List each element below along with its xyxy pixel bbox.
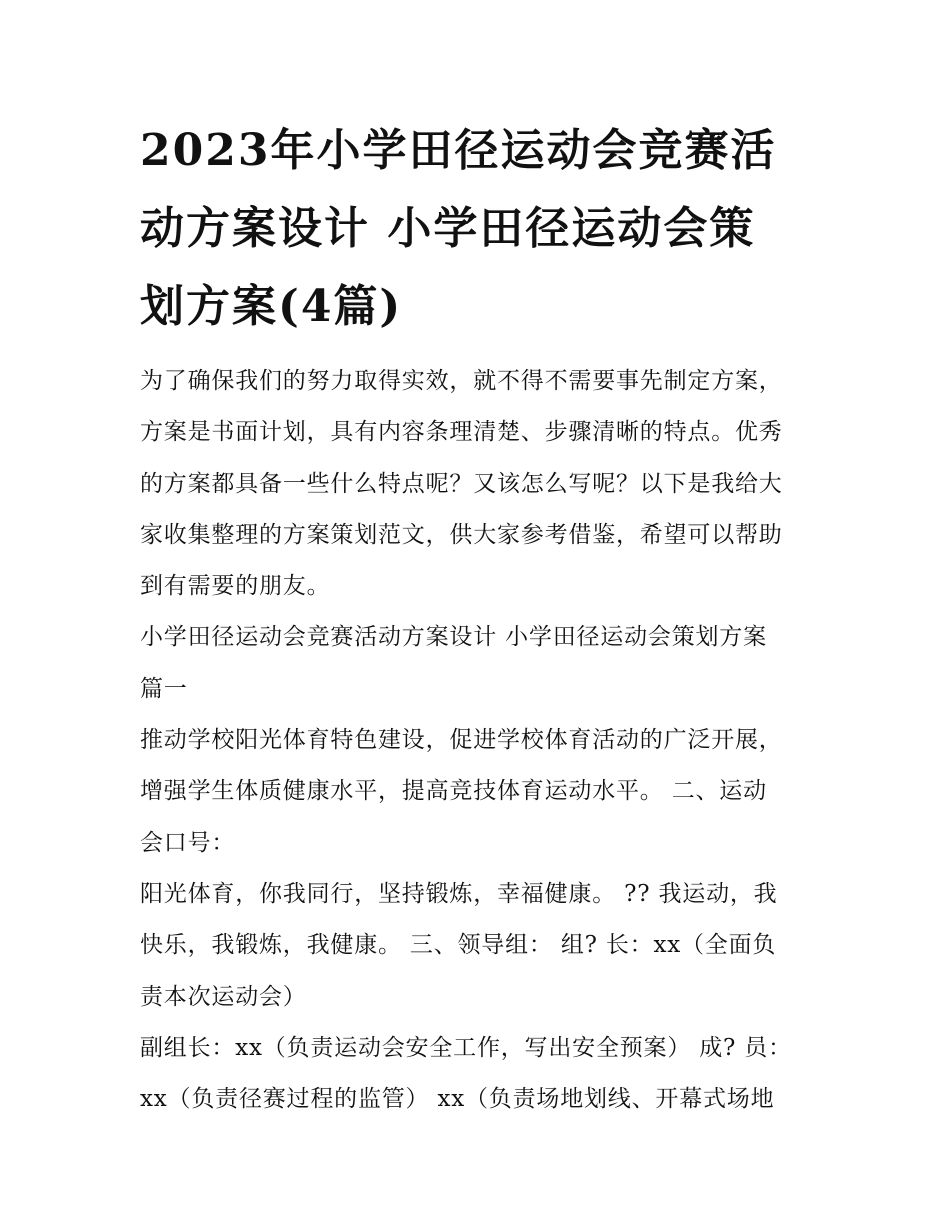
section-heading-line: 小学田径运动会竞赛活动方案设计 小学田径运动会策划方案	[140, 624, 767, 651]
body-line: 会口号：	[140, 829, 236, 856]
body-line: xx（负责径赛过程的监管） xx（负责场地划线、开幕式场地	[140, 1086, 775, 1113]
body-line: 到有需要的朋友。	[140, 573, 331, 600]
body-line: 方案是书面计划，具有内容条理清楚、步骤清晰的特点。优秀	[140, 419, 783, 446]
body-line: 副组长：xx（负责运动会安全工作，写出安全预案） 成? 员：	[140, 1034, 792, 1061]
body-line: 的方案都具备一些什么特点呢？又该怎么写呢？以下是我给大	[140, 470, 783, 497]
document-body	[140, 356, 820, 1125]
body-line: 增强学生体质健康水平，提高竞技体育运动水平。 二、运动	[140, 778, 767, 805]
body-line: 快乐，我锻炼，我健康。 三、领导组： 组? 长：xx（全面负	[140, 932, 777, 959]
body-line: 责本次运动会）	[140, 983, 307, 1010]
title-line: 划方案(4篇)	[140, 281, 403, 332]
section-heading-line: 篇一	[140, 675, 188, 702]
title-line: 2023年小学田径运动会竞赛活	[140, 125, 777, 176]
body-line: 推动学校阳光体育特色建设，促进学校体育活动的广泛开展，	[140, 727, 783, 754]
body-line: 为了确保我们的努力取得实效，就不得不需要事先制定方案，	[140, 368, 783, 394]
body-line: 阳光体育，你我同行，坚持锻炼，幸福健康。 ?? 我运动，我	[140, 880, 778, 907]
document-title	[140, 112, 820, 346]
title-line: 动方案设计 小学田径运动会策	[140, 203, 756, 254]
body-line: 家收集整理的方案策划范文，供大家参考借鉴，希望可以帮助	[140, 521, 783, 548]
